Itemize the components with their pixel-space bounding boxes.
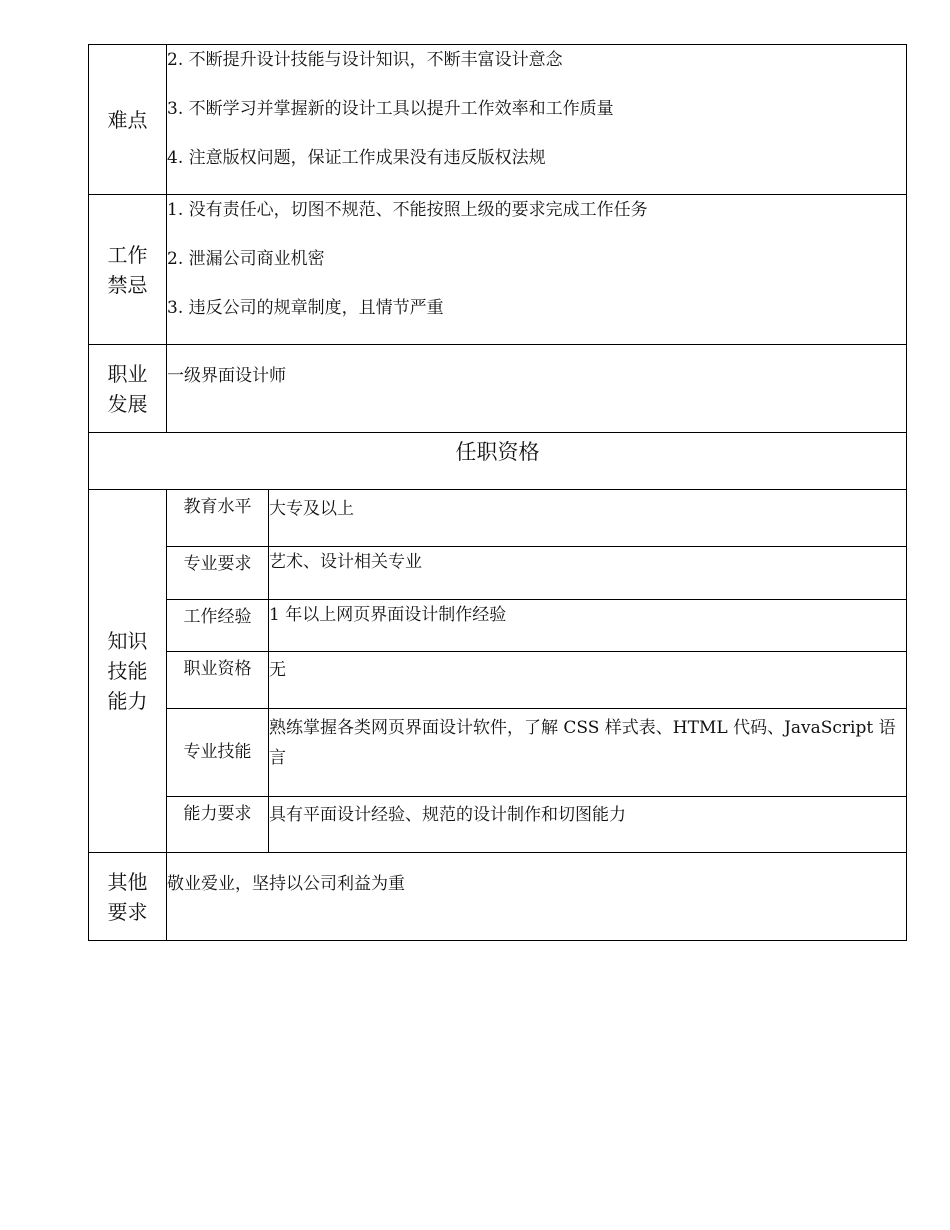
skills-row — [167, 651, 906, 708]
row-forbidden — [89, 195, 907, 345]
job-table — [88, 44, 907, 941]
qualifications-header: 任职资格 — [89, 433, 907, 490]
other-value: 敬业爱业，坚持以公司利益为重 — [167, 874, 405, 894]
career-content — [167, 345, 907, 433]
skill-key: 专业要求 — [167, 546, 269, 599]
label-forbidden: 工作禁忌 — [89, 195, 167, 345]
difficulty-content — [167, 45, 907, 195]
skill-key: 工作经验 — [167, 599, 269, 651]
skills-row — [167, 708, 906, 796]
skills-row — [167, 490, 906, 546]
skills-row — [167, 796, 906, 852]
skills-table — [167, 490, 906, 852]
skills-content — [167, 490, 907, 853]
label-career: 职业发展 — [89, 345, 167, 433]
forbidden-content — [167, 195, 907, 345]
skill-key: 教育水平 — [167, 490, 269, 546]
row-career — [89, 345, 907, 433]
forbidden-item: 2. 泄漏公司商业机密 — [167, 249, 325, 269]
other-content — [167, 853, 907, 941]
skill-value: 具有平面设计经验、规范的设计制作和切图能力 — [269, 796, 907, 852]
skill-key: 职业资格 — [167, 651, 269, 708]
label-other: 其他要求 — [89, 853, 167, 941]
skill-value: 艺术、设计相关专业 — [269, 546, 907, 599]
label-difficulty: 难点 — [89, 45, 167, 195]
skill-key: 专业技能 — [167, 708, 269, 796]
skill-value: 熟练掌握各类网页界面设计软件，了解 CSS 样式表、HTML 代码、JavaScript 语言 — [269, 708, 907, 796]
skill-value: 1 年以上网页界面设计制作经验 — [269, 599, 907, 651]
difficulty-item: 4. 注意版权问题，保证工作成果没有违反版权法规 — [167, 148, 546, 168]
forbidden-item: 1. 没有责任心，切图不规范、不能按照上级的要求完成工作任务 — [167, 200, 648, 220]
job-description-sheet — [88, 44, 907, 941]
skills-row — [167, 546, 906, 599]
forbidden-item: 3. 违反公司的规章制度，且情节严重 — [167, 298, 444, 318]
row-qualifications-header — [89, 433, 907, 490]
career-value: 一级界面设计师 — [167, 366, 286, 386]
skill-value: 大专及以上 — [269, 490, 907, 546]
row-other — [89, 853, 907, 941]
skill-key: 能力要求 — [167, 796, 269, 852]
difficulty-item: 3. 不断学习并掌握新的设计工具以提升工作效率和工作质量 — [167, 99, 614, 119]
label-skills: 知识技能能力 — [89, 490, 167, 853]
skills-row — [167, 599, 906, 651]
row-skills — [89, 490, 907, 853]
row-difficulty — [89, 45, 907, 195]
skill-value: 无 — [269, 651, 907, 708]
difficulty-item: 2. 不断提升设计技能与设计知识，不断丰富设计意念 — [167, 50, 563, 70]
